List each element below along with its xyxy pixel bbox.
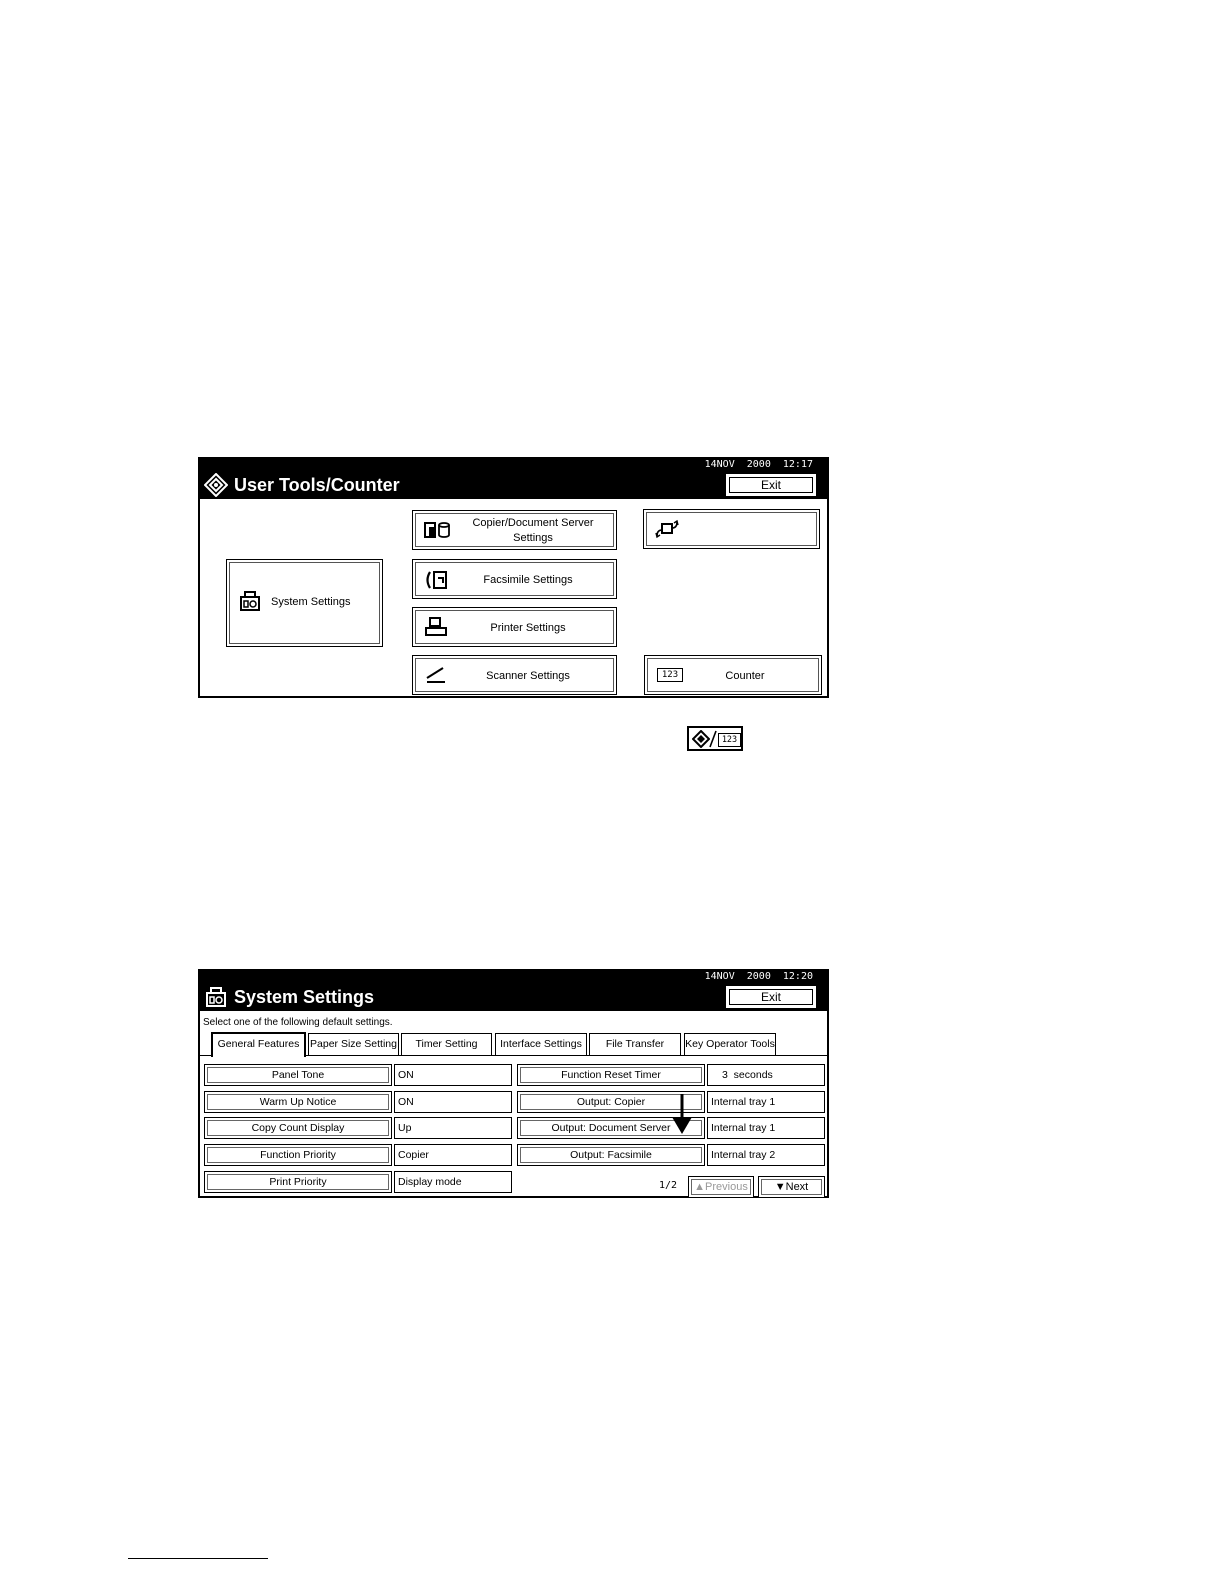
counter-icon-text: 123 xyxy=(661,670,679,680)
print-priority-value: Display mode xyxy=(394,1171,512,1193)
tab-general-features[interactable]: General Features xyxy=(211,1032,306,1057)
user-tools-panel xyxy=(198,457,829,698)
system-settings-button[interactable] xyxy=(226,559,383,647)
user-tools-icon xyxy=(204,473,228,497)
title-bar xyxy=(200,471,827,499)
tab-paper-size-setting[interactable]: Paper Size Setting xyxy=(308,1033,399,1055)
copier-settings-label-line2: Settings xyxy=(513,532,553,544)
print-priority-button[interactable]: Print Priority xyxy=(204,1171,392,1193)
next-button[interactable]: ▼Next xyxy=(758,1176,825,1198)
scanner-settings-button[interactable] xyxy=(412,655,617,695)
panel-tone-value: ON xyxy=(394,1064,512,1086)
user-tools-diamond-icon xyxy=(692,730,710,748)
copier-settings-label-line1: Copier/Document Server xyxy=(472,517,594,529)
page-title: User Tools/Counter xyxy=(234,475,400,495)
output-facsimile-value: Internal tray 2 xyxy=(707,1144,825,1166)
counter-button[interactable] xyxy=(644,655,822,695)
tab-file-transfer[interactable]: File Transfer xyxy=(589,1033,681,1055)
output-copier-value: Internal tray 1 xyxy=(707,1091,825,1113)
exit-button[interactable]: Exit xyxy=(726,986,816,1008)
datetime-display: 14NOV 2000 12:20 xyxy=(200,971,827,983)
datetime-display: 14NOV 2000 12:17 xyxy=(200,459,827,471)
copy-count-display-value: Up xyxy=(394,1117,512,1139)
tab-interface-settings[interactable]: Interface Settings xyxy=(495,1033,587,1055)
function-reset-timer-button[interactable]: Function Reset Timer xyxy=(517,1064,705,1086)
system-settings-icon xyxy=(204,985,228,1009)
scanner-settings-label: Scanner Settings xyxy=(486,670,570,682)
previous-button[interactable]: ▲Previous xyxy=(688,1176,754,1198)
system-settings-icon xyxy=(239,590,261,612)
tab-timer-setting[interactable]: Timer Setting xyxy=(401,1033,492,1055)
scanner-icon xyxy=(423,664,449,686)
down-arrow-icon xyxy=(670,1093,694,1135)
counter-key-icon-text: 123 xyxy=(721,735,738,745)
facsimile-settings-button[interactable] xyxy=(412,559,617,599)
footnote-divider xyxy=(128,1558,268,1559)
title-bar xyxy=(200,983,827,1011)
facsimile-icon xyxy=(423,569,449,591)
system-settings-label: System Settings xyxy=(271,596,351,608)
warm-up-notice-value: ON xyxy=(394,1091,512,1113)
slash-icon xyxy=(709,730,717,748)
function-reset-timer-value: 3 seconds xyxy=(707,1064,825,1086)
copier-document-server-settings-button[interactable] xyxy=(412,510,617,550)
counter-icon xyxy=(657,668,683,682)
extended-feature-button[interactable] xyxy=(643,509,820,549)
warm-up-notice-button[interactable]: Warm Up Notice xyxy=(204,1091,392,1113)
copier-document-server-icon xyxy=(423,521,451,539)
printer-settings-label: Printer Settings xyxy=(490,622,566,634)
system-settings-panel xyxy=(198,969,829,1198)
panel-tone-button[interactable]: Panel Tone xyxy=(204,1064,392,1086)
function-priority-value: Copier xyxy=(394,1144,512,1166)
page-indicator: 1/2 xyxy=(659,1180,678,1191)
copy-count-display-button[interactable]: Copy Count Display xyxy=(204,1117,392,1139)
instruction-text: Select one of the following default settings. xyxy=(203,1017,393,1028)
tab-key-operator-tools[interactable]: Key Operator Tools xyxy=(684,1033,776,1055)
output-copier-button[interactable]: Output: Copier xyxy=(517,1091,705,1113)
function-priority-button[interactable]: Function Priority xyxy=(204,1144,392,1166)
facsimile-settings-label: Facsimile Settings xyxy=(483,574,573,586)
page-title: System Settings xyxy=(234,987,375,1007)
counter-key-icon xyxy=(718,733,741,747)
printer-icon xyxy=(423,616,449,638)
counter-label: Counter xyxy=(725,670,765,682)
user-tools-counter-key xyxy=(687,726,743,751)
output-document-server-value: Internal tray 1 xyxy=(707,1117,825,1139)
output-facsimile-button[interactable]: Output: Facsimile xyxy=(517,1144,705,1166)
exit-button[interactable]: Exit xyxy=(726,474,816,496)
output-document-server-button[interactable]: Output: Document Server xyxy=(517,1117,705,1139)
extended-feature-icon xyxy=(654,518,680,540)
printer-settings-button[interactable] xyxy=(412,607,617,647)
